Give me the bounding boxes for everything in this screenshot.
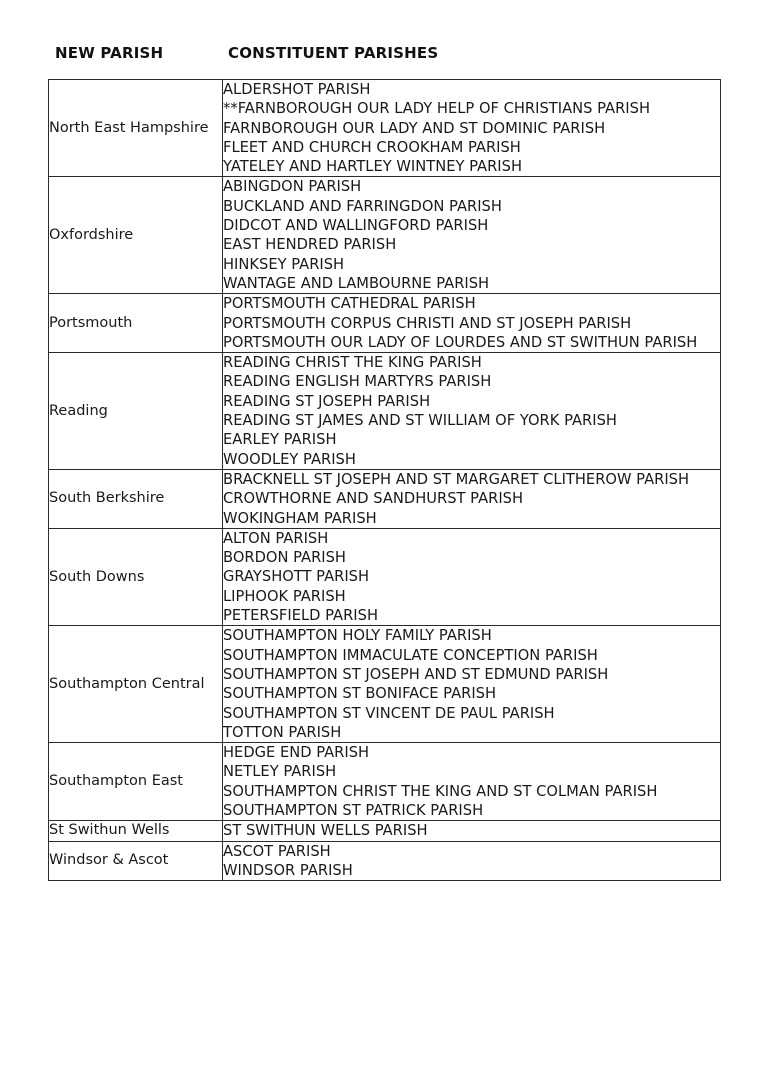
constituent-parish-item: **FARNBOROUGH OUR LADY HELP OF CHRISTIANS PARISH <box>223 100 650 118</box>
constituent-parish-item: SOUTHAMPTON ST VINCENT DE PAUL PARISH <box>223 704 555 722</box>
constituent-parish-item: PORTSMOUTH CORPUS CHRISTI AND ST JOSEPH PARISH <box>223 314 632 332</box>
constituent-parish-list <box>223 470 720 528</box>
constituent-parish-item: EAST HENDRED PARISH <box>223 236 397 254</box>
constituent-parish-item: SOUTHAMPTON ST PATRICK PARISH <box>223 801 484 819</box>
constituent-parish-item: SOUTHAMPTON IMMACULATE CONCEPTION PARISH <box>223 646 598 664</box>
constituent-parish-item: PORTSMOUTH OUR LADY OF LOURDES AND ST SWITHUN PARISH <box>223 333 698 351</box>
table-row <box>49 353 721 470</box>
table-row <box>49 177 721 294</box>
table-row <box>49 821 721 841</box>
parish-mapping-table <box>48 79 721 881</box>
constituent-parish-item: WINDSOR PARISH <box>223 861 353 879</box>
new-parish-cell: South Downs <box>49 528 223 625</box>
constituent-parishes-cell <box>223 80 721 177</box>
constituent-parish-item: HINKSEY PARISH <box>223 255 345 273</box>
constituent-parishes-cell <box>223 469 721 528</box>
constituent-parish-item: READING ST JOSEPH PARISH <box>223 392 431 410</box>
constituent-parish-item: READING ST JAMES AND ST WILLIAM OF YORK PARISH <box>223 412 617 430</box>
new-parish-cell: Oxfordshire <box>49 177 223 294</box>
constituent-parish-item: SOUTHAMPTON ST BONIFACE PARISH <box>223 685 497 703</box>
constituent-parish-item: READING ENGLISH MARTYRS PARISH <box>223 373 492 391</box>
table-body <box>49 80 721 881</box>
constituent-parish-item: ALDERSHOT PARISH <box>223 81 371 98</box>
constituent-parish-item: LIPHOOK PARISH <box>223 587 346 605</box>
constituent-parish-item: WOODLEY PARISH <box>223 450 356 468</box>
constituent-parish-list <box>223 353 720 469</box>
constituent-parishes-cell <box>223 841 721 881</box>
constituent-parish-item: YATELEY AND HARTLEY WINTNEY PARISH <box>223 158 522 176</box>
constituent-parish-list <box>223 177 720 293</box>
constituent-parish-item: ABINGDON PARISH <box>223 178 362 196</box>
constituent-parish-list <box>223 80 720 176</box>
constituent-parish-list <box>223 842 720 881</box>
heading-new-parish: NEW PARISH <box>55 44 164 62</box>
table-row <box>49 626 721 743</box>
constituent-parish-item: WOKINGHAM PARISH <box>223 509 377 527</box>
constituent-parish-item: DIDCOT AND WALLINGFORD PARISH <box>223 217 489 235</box>
constituent-parish-item: ST SWITHUN WELLS PARISH <box>223 822 428 840</box>
new-parish-cell: Reading <box>49 353 223 470</box>
constituent-parish-list <box>223 821 720 840</box>
constituent-parishes-cell <box>223 294 721 353</box>
constituent-parish-list <box>223 294 720 352</box>
constituent-parish-item: SOUTHAMPTON CHRIST THE KING AND ST COLMAN PARISH <box>223 782 658 800</box>
constituent-parish-item: ASCOT PARISH <box>223 842 331 860</box>
constituent-parish-item: BORDON PARISH <box>223 549 346 567</box>
constituent-parish-item: BRACKNELL ST JOSEPH AND ST MARGARET CLITHEROW PARISH <box>223 470 690 488</box>
constituent-parish-item: HEDGE END PARISH <box>223 744 370 762</box>
constituent-parish-item: FLEET AND CHURCH CROOKHAM PARISH <box>223 138 521 156</box>
table-row <box>49 294 721 353</box>
constituent-parish-list <box>223 743 720 820</box>
constituent-parish-item: READING CHRIST THE KING PARISH <box>223 354 482 372</box>
constituent-parishes-cell <box>223 353 721 470</box>
new-parish-cell: South Berkshire <box>49 469 223 528</box>
constituent-parish-item: TOTTON PARISH <box>223 723 342 741</box>
table-row <box>49 743 721 821</box>
new-parish-cell: Portsmouth <box>49 294 223 353</box>
constituent-parish-item: FARNBOROUGH OUR LADY AND ST DOMINIC PARISH <box>223 119 606 137</box>
constituent-parish-item: GRAYSHOTT PARISH <box>223 568 370 586</box>
constituent-parish-item: WANTAGE AND LAMBOURNE PARISH <box>223 274 490 292</box>
constituent-parish-item: PETERSFIELD PARISH <box>223 607 379 625</box>
constituent-parish-item: PORTSMOUTH CATHEDRAL PARISH <box>223 295 476 313</box>
constituent-parishes-cell <box>223 528 721 625</box>
new-parish-cell: Southampton East <box>49 743 223 821</box>
constituent-parish-item: SOUTHAMPTON HOLY FAMILY PARISH <box>223 627 492 645</box>
constituent-parish-list <box>223 626 720 742</box>
table-row <box>49 528 721 625</box>
table-row <box>49 841 721 881</box>
constituent-parishes-cell <box>223 177 721 294</box>
table-row <box>49 80 721 177</box>
new-parish-cell: North East Hampshire <box>49 80 223 177</box>
heading-constituent-parishes: CONSTITUENT PARISHES <box>228 44 439 62</box>
constituent-parishes-cell <box>223 743 721 821</box>
constituent-parish-item: BUCKLAND AND FARRINGDON PARISH <box>223 197 502 215</box>
new-parish-cell: Southampton Central <box>49 626 223 743</box>
new-parish-cell: Windsor & Ascot <box>49 841 223 881</box>
constituent-parishes-cell <box>223 626 721 743</box>
table-row <box>49 469 721 528</box>
constituent-parish-item: ALTON PARISH <box>223 529 329 547</box>
constituent-parish-item: NETLEY PARISH <box>223 763 337 781</box>
constituent-parish-list <box>223 529 720 625</box>
constituent-parishes-cell <box>223 821 721 841</box>
constituent-parish-item: CROWTHORNE AND SANDHURST PARISH <box>223 490 524 508</box>
constituent-parish-item: SOUTHAMPTON ST JOSEPH AND ST EDMUND PARISH <box>223 665 609 683</box>
new-parish-cell: St Swithun Wells <box>49 821 223 841</box>
table-column-headings <box>0 44 768 70</box>
constituent-parish-item: EARLEY PARISH <box>223 431 337 449</box>
